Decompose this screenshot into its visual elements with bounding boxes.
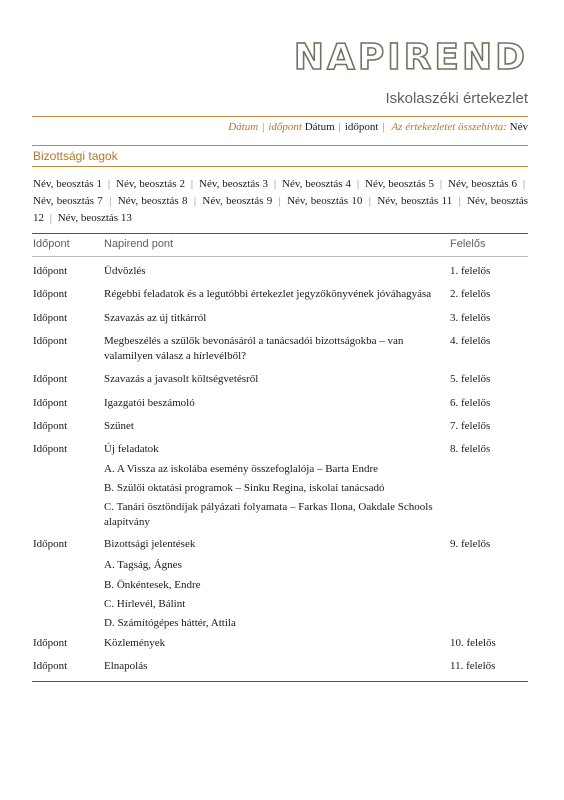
- agenda-owner: 2. felelős: [450, 288, 491, 300]
- committee-member: Név, beosztás 13: [57, 212, 132, 224]
- agenda-owner: 1. felelős: [450, 265, 491, 277]
- agenda-time: Időpont: [33, 265, 68, 277]
- agenda-owner: 4. felelős: [450, 335, 491, 347]
- agenda-time: Időpont: [33, 420, 68, 432]
- agenda-subitem: B. Önkéntesek, Endre: [104, 579, 201, 591]
- separator: |: [49, 212, 52, 224]
- agenda-item: Közlemények: [104, 637, 166, 649]
- separator: |: [458, 195, 461, 207]
- separator: |: [107, 178, 111, 190]
- section-divider: [32, 166, 528, 167]
- committee-heading: Bizottsági tagok: [33, 149, 118, 163]
- agenda-time: Időpont: [33, 335, 68, 347]
- agenda-subitem: C. Hírlevél, Bálint: [104, 598, 186, 610]
- agenda-item: Bizottsági jelentések: [104, 538, 196, 550]
- agenda-item: Igazgatói beszámoló: [104, 397, 195, 409]
- agenda-time: Időpont: [33, 288, 68, 300]
- agenda-owner: 8. felelős: [450, 443, 491, 455]
- agenda-owner: 7. felelős: [450, 420, 491, 432]
- agenda-subitem: B. Szülői oktatási programok – Sinku Regina, iskolai tanácsadó: [104, 482, 385, 494]
- committee-member: Név, beosztás 6: [448, 178, 517, 190]
- meeting-meta: [228, 121, 528, 133]
- separator: |: [278, 195, 281, 207]
- meeting-subtitle: Iskolaszéki értekezlet: [385, 90, 528, 107]
- agenda-item: Szünet: [104, 420, 134, 432]
- separator: |: [109, 195, 112, 207]
- separator: |: [522, 178, 526, 190]
- table-bottom-rule: [32, 681, 528, 682]
- column-header-item: Napirend pont: [104, 238, 174, 250]
- agenda-owner: 3. felelős: [450, 312, 491, 324]
- committee-member: Név, beosztás 7: [33, 195, 103, 207]
- agenda-item: Elnapolás: [104, 660, 148, 672]
- committee-member: Név, beosztás 5: [365, 178, 434, 190]
- page-title: NAPIREND: [293, 37, 528, 78]
- committee-member: Név, beosztás 3: [199, 178, 268, 190]
- committee-member: Név, beosztás 10: [287, 195, 363, 207]
- organizer-value: Név: [509, 121, 528, 133]
- time-value: időpont: [344, 121, 379, 133]
- agenda-subitem: D. Számítógépes háttér, Attila: [104, 617, 236, 629]
- table-top-rule: [32, 233, 528, 234]
- agenda-time: Időpont: [33, 660, 68, 672]
- committee-member: Név, beosztás 1: [33, 178, 102, 190]
- agenda-item: Szavazás a javasolt költségvetésről: [104, 373, 259, 385]
- separator: |: [193, 195, 197, 207]
- header-rule: [32, 256, 528, 257]
- agenda-time: Időpont: [33, 443, 68, 455]
- separator: |: [190, 178, 194, 190]
- header-divider: [32, 116, 528, 117]
- agenda-time: Időpont: [33, 538, 68, 550]
- agenda-owner: 9. felelős: [450, 538, 491, 550]
- committee-member: Név, beosztás 8: [117, 195, 188, 207]
- committee-member: Név, beosztás 11: [377, 195, 453, 207]
- committee-member: Név, beosztás 12: [33, 195, 529, 224]
- agenda-item: Üdvözlés: [104, 265, 146, 277]
- agenda-subitem: A. Tagság, Ágnes: [104, 559, 182, 571]
- separator: |: [356, 178, 360, 190]
- column-header-owner: Felelős: [450, 238, 486, 250]
- date-label: Dátum: [228, 121, 259, 133]
- time-label: időpont: [268, 121, 302, 133]
- date-value: Dátum: [304, 121, 335, 133]
- agenda-subitem: A. A Vissza az iskolába esemény összefoglalója – Barta Endre: [104, 463, 379, 475]
- agenda-owner: 5. felelős: [450, 373, 491, 385]
- agenda-item: Régebbi feladatok és a legutóbbi értekezlet jegyzőkönyvének jóváhagyása: [104, 288, 432, 300]
- agenda-item: Megbeszélés a szülők bevonásáról a tanácsadói bizottságokba – van valamilyen válasz a hírlevélből?: [104, 335, 404, 362]
- column-header-time: Időpont: [33, 238, 70, 250]
- separator: |: [262, 121, 265, 133]
- committee-member: Név, beosztás 4: [282, 178, 351, 190]
- agenda-subitem: C. Tanári ösztöndíjak pályázati folyamata – Farkas Ilona, Oakdale Schools alapítvány: [104, 501, 433, 528]
- committee-member: Név, beosztás 2: [116, 178, 185, 190]
- agenda-time: Időpont: [33, 373, 68, 385]
- separator: |: [368, 195, 371, 207]
- agenda-time: Időpont: [33, 312, 68, 324]
- separator: |: [439, 178, 443, 190]
- separator: |: [382, 121, 385, 133]
- committee-member: Név, beosztás 9: [202, 195, 273, 207]
- committee-members: [33, 176, 528, 227]
- agenda-owner: 6. felelős: [450, 397, 491, 409]
- agenda-owner: 11. felelős: [450, 660, 496, 672]
- section-divider: [32, 145, 528, 146]
- separator: |: [273, 178, 277, 190]
- agenda-time: Időpont: [33, 397, 68, 409]
- agenda-owner: 10. felelős: [450, 637, 496, 649]
- separator: |: [338, 121, 341, 133]
- agenda-time: Időpont: [33, 637, 68, 649]
- organizer-label: Az értekezletet összehívta:: [391, 121, 507, 133]
- agenda-item: Új feladatok: [104, 443, 159, 455]
- agenda-item: Szavazás az új titkárról: [104, 312, 207, 324]
